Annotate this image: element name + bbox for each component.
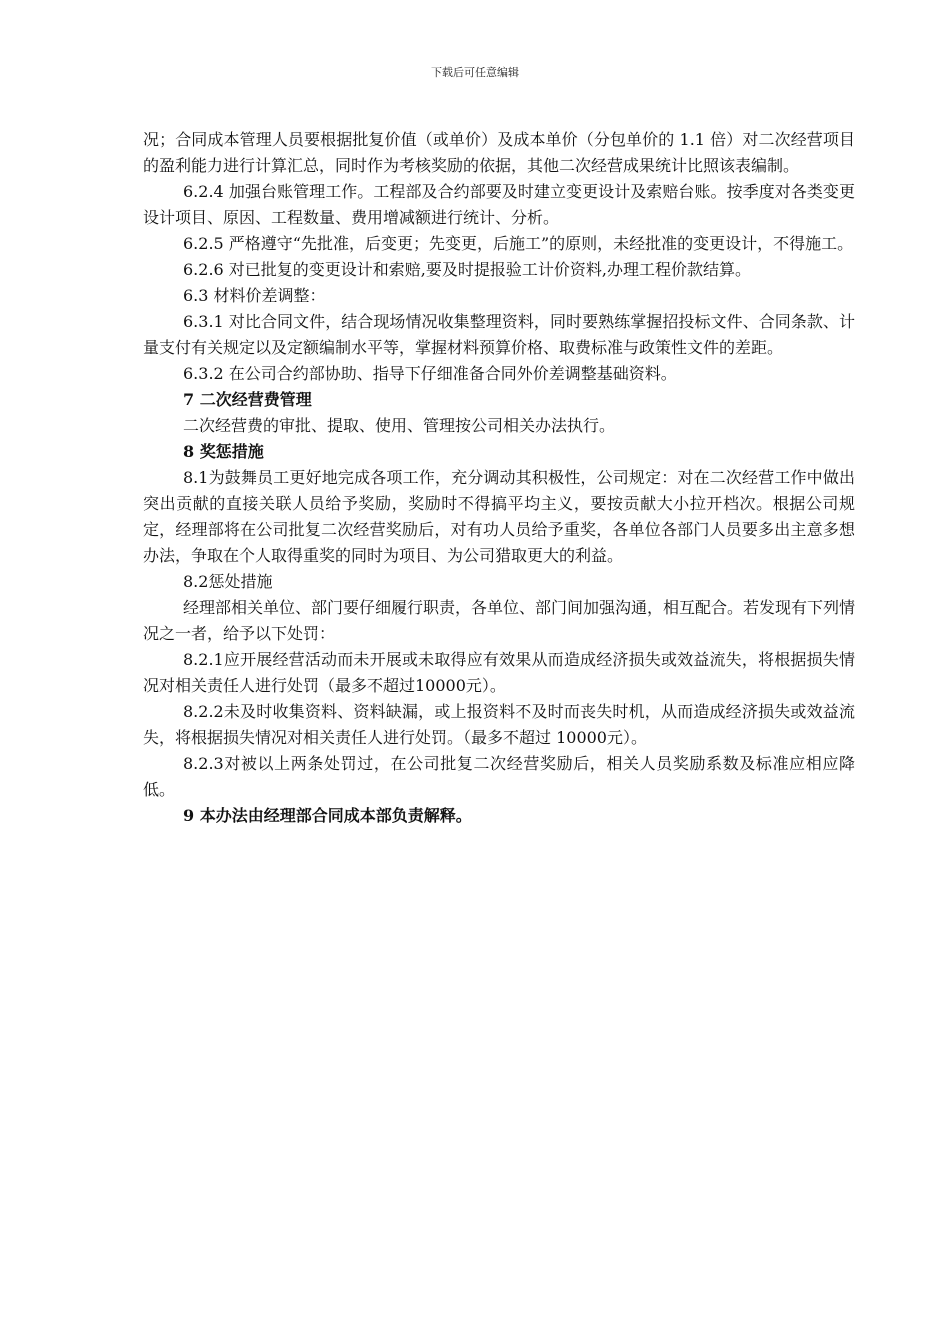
paragraph-8-2-2: 8.2.2未及时收集资料、资料缺漏，或上报资料不及时而丧失时机，从而造成经济损失或效益流失，将根据损失情况对相关责任人进行处罚。（最多不超过 10000元）。 <box>143 702 855 747</box>
document-body <box>143 127 855 829</box>
paragraph-6-2-5: 6.2.5 严格遵守“先批准，后变更；先变更，后施工”的原则，未经批准的变更设计，不得施工。 <box>183 234 854 253</box>
paragraph-8-1: 8.1为鼓舞员工更好地完成各项工作，充分调动其积极性，公司规定：对在二次经营工作中做出突出贡献的直接关联人员给予奖励，奖励时不得搞平均主义，要按贡献大小拉开档次。根据公司规定，经理部将在公司批复二次经营奖励后，对有功人员给予重奖，各单位各部门人员要多出主意多想办法，争取在个人取得重奖的同时为项目、为公司猎取更大的利益。 <box>143 468 855 565</box>
paragraph-6-2-4: 6.2.4 加强台账管理工作。工程部及合约部要及时建立变更设计及索赔台账。按季度对各类变更设计项目、原因、工程数量、费用增减额进行统计、分析。 <box>143 182 855 227</box>
paragraph-6-2-6: 6.2.6 对已批复的变更设计和索赔,要及时提报验工计价资料,办理工程价款结算。 <box>183 260 751 279</box>
paragraph-8-2: 8.2惩处措施 <box>183 572 273 591</box>
paragraph-continuation: 况；合同成本管理人员要根据批复价值（或单价）及成本单价（分包单价的 1.1 倍）对二次经营项目的盈利能力进行计算汇总，同时作为考核奖励的依据，其他二次经营成果统计比照该表编制。 <box>143 130 855 175</box>
paragraph-8-2-intro: 经理部相关单位、部门要仔细履行职责，各单位、部门间加强沟通，相互配合。若发现有下列情况之一者，给予以下处罚： <box>143 598 856 643</box>
section-heading-8: 8 奖惩措施 <box>183 442 264 461</box>
paragraph-6-3-1: 6.3.1 对比合同文件，结合现场情况收集整理资料，同时要熟练掌握招投标文件、合同条款、计量支付有关规定以及定额编制水平等，掌握材料预算价格、取费标准与政策性文件的差距。 <box>143 312 855 357</box>
paragraph-8-2-3: 8.2.3对被以上两条处罚过，在公司批复二次经营奖励后，相关人员奖励系数及标准应相应降低。 <box>143 754 855 799</box>
paragraph-8-2-1: 8.2.1应开展经营活动而未开展或未取得应有效果从而造成经济损失或效益流失，将根据损失情况对相关责任人进行处罚（最多不超过10000元）。 <box>143 650 855 695</box>
section-heading-9: 9 本办法由经理部合同成本部负责解释。 <box>183 806 472 825</box>
paragraph-6-3-2: 6.3.2 在公司合约部协助、指导下仔细准备合同外价差调整基础资料。 <box>183 364 677 383</box>
section-heading-7: 7 二次经营费管理 <box>183 390 312 409</box>
page-header: 下载后可任意编辑 <box>431 66 519 79</box>
paragraph-7-body: 二次经营费的审批、提取、使用、管理按公司相关办法执行。 <box>183 416 616 435</box>
paragraph-6-3: 6.3 材料价差调整： <box>183 286 326 305</box>
